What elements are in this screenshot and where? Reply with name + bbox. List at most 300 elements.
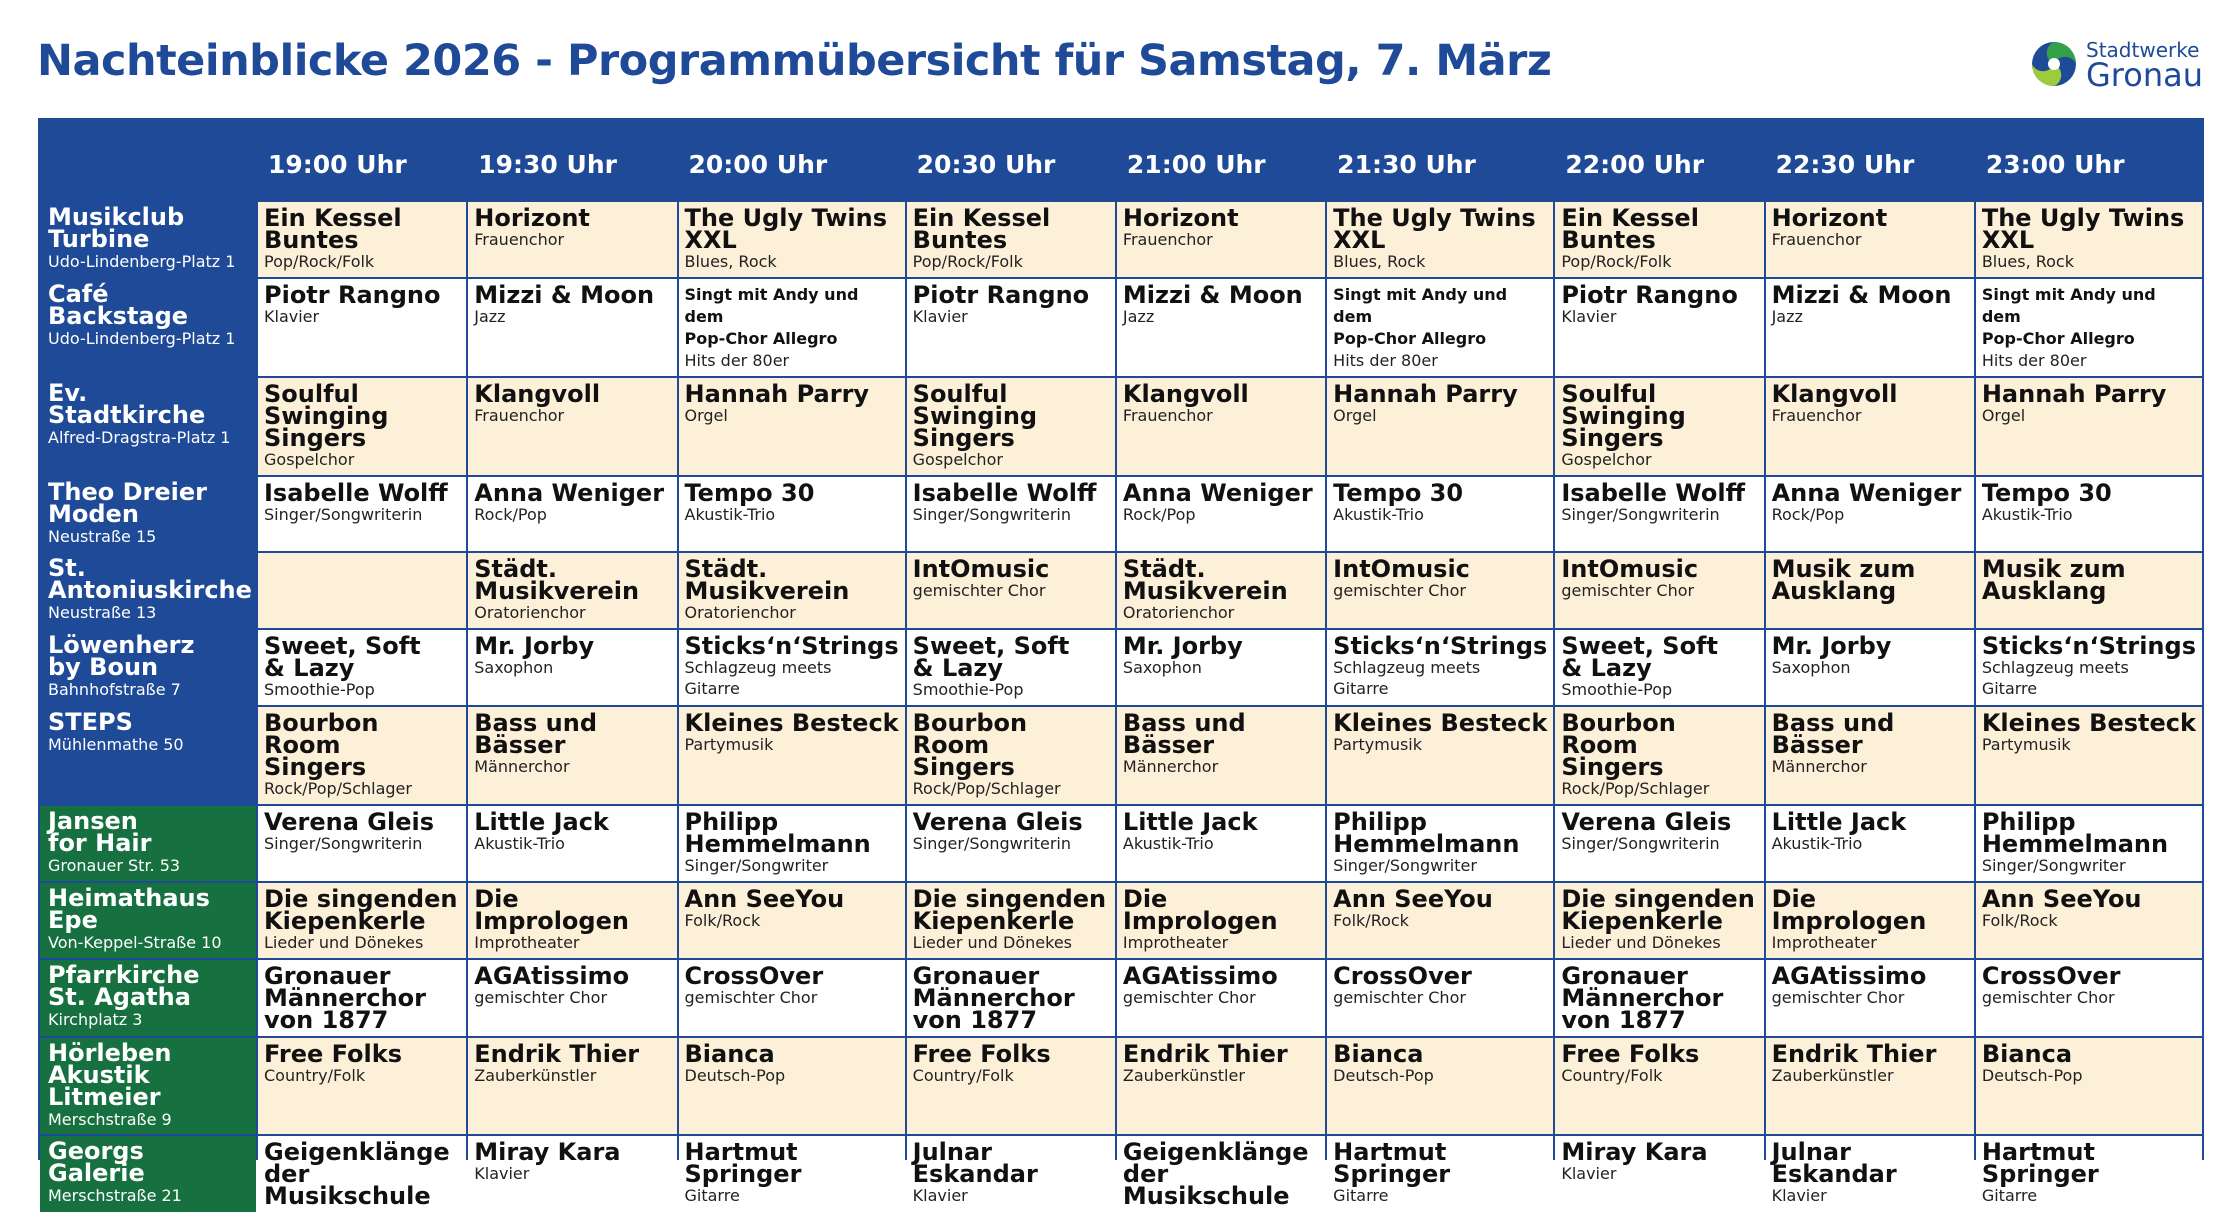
venue-cell <box>40 279 256 376</box>
artist-name: AGAtissimo <box>1771 962 1927 990</box>
artist-name: Endrik Thier <box>474 1040 640 1068</box>
genre-label: Rock/Pop/Schlager <box>1561 779 1710 798</box>
artist-name: Ann SeeYou <box>1333 885 1493 913</box>
program-cell <box>1976 279 2202 376</box>
artist-name: Die Imprologen <box>1122 885 1278 935</box>
genre-label: Gitarre <box>1981 1186 2038 1205</box>
genre-label: Deutsch-Pop <box>1981 1066 2083 1085</box>
genre-label: Zauberkünstler <box>474 1066 597 1085</box>
program-cell <box>1117 960 1325 1036</box>
artist-name: Miray Kara <box>474 1138 621 1166</box>
artist-name: Little Jack <box>1122 808 1258 836</box>
program-cell <box>1976 707 2202 804</box>
artist-name: Mr. Jorby <box>1771 632 1892 660</box>
program-cell <box>1117 202 1325 277</box>
program-cell <box>258 1136 466 1212</box>
venue-name: Pfarrkirche St. Agatha <box>48 961 200 1011</box>
program-cell <box>907 707 1115 804</box>
artist-name: Endrik Thier <box>1771 1040 1937 1068</box>
program-cell <box>258 1038 466 1134</box>
genre-label: Jazz <box>474 307 506 326</box>
program-cell <box>907 553 1115 628</box>
program-cell <box>1766 202 1974 277</box>
artist-name: Die singenden Kiepenkerle <box>1561 885 1755 935</box>
genre-label: Hits der 80er <box>684 351 790 370</box>
program-cell <box>1327 806 1553 881</box>
venue-name: Löwenherz by Boun <box>48 631 195 681</box>
program-cell <box>1976 960 2202 1036</box>
artist-name: Philipp Hemmelmann <box>1333 808 1520 858</box>
program-cell <box>1117 630 1325 705</box>
artist-name: Klangvoll <box>1771 380 1898 408</box>
program-cell <box>468 1038 676 1134</box>
genre-label: Akustik-Trio <box>474 834 565 853</box>
program-cell <box>1976 883 2202 958</box>
program-cell <box>1555 477 1763 551</box>
venue-name: Café Backstage <box>48 280 189 330</box>
genre-label: Frauenchor <box>1122 230 1213 249</box>
artist-name: Singt mit Andy und dem Pop-Chor Allegro <box>1981 285 2156 348</box>
program-cell <box>1555 630 1763 705</box>
artist-name: Verena Gleis <box>264 808 435 836</box>
genre-label: Singer/Songwriterin <box>912 505 1071 524</box>
program-cell <box>679 630 905 705</box>
time-header: 19:00 Uhr <box>258 120 466 200</box>
artist-name: Singt mit Andy und dem Pop-Chor Allegro <box>1333 285 1508 348</box>
genre-label: Klavier <box>912 1186 968 1205</box>
program-cell <box>1766 630 1974 705</box>
artist-name: IntOmusic <box>912 555 1050 583</box>
program-cell <box>1976 477 2202 551</box>
artist-name: Free Folks <box>912 1040 1051 1068</box>
program-cell <box>907 1038 1115 1134</box>
artist-name: Hartmut Springer <box>1333 1138 1451 1188</box>
program-cell <box>907 960 1115 1036</box>
venue-name: Hörleben Akustik Litmeier <box>48 1039 172 1111</box>
artist-name: Gronauer Männerchor von 1877 <box>1561 962 1724 1034</box>
program-cell <box>258 806 466 881</box>
time-header: 20:30 Uhr <box>907 120 1115 200</box>
artist-name: Sticks‘n‘Strings <box>1333 632 1548 660</box>
artist-name: Gronauer Männerchor von 1877 <box>912 962 1075 1034</box>
genre-label: Gospelchor <box>264 450 355 469</box>
time-header: 21:00 Uhr <box>1117 120 1325 200</box>
artist-name: Soulful Swinging Singers <box>1561 380 1686 452</box>
program-cell <box>1327 960 1553 1036</box>
program-cell <box>1117 378 1325 475</box>
genre-label: Oratorienchor <box>684 603 796 622</box>
program-cell <box>468 279 676 376</box>
genre-label: Folk/Rock <box>1981 911 2058 930</box>
artist-name: Julnar Eskandar <box>912 1138 1038 1188</box>
artist-name: CrossOver <box>1981 962 2121 990</box>
program-cell <box>679 553 905 628</box>
genre-label: Rock/Pop/Schlager <box>912 779 1061 798</box>
program-cell <box>1976 630 2202 705</box>
genre-label: Deutsch-Pop <box>1333 1066 1434 1085</box>
artist-name: Verena Gleis <box>1561 808 1732 836</box>
artist-name: Horizont <box>1771 204 1888 232</box>
artist-name: Julnar Eskandar <box>1771 1138 1897 1188</box>
venue-name: Heimathaus Epe <box>48 884 210 934</box>
program-cell <box>1327 1136 1553 1212</box>
time-header: 22:30 Uhr <box>1766 120 1974 200</box>
venue-address: Bahnhofstraße 7 <box>48 680 181 699</box>
program-cell <box>907 378 1115 475</box>
artist-name: Sticks‘n‘Strings <box>1981 632 2196 660</box>
program-cell <box>468 202 676 277</box>
program-cell <box>258 477 466 551</box>
program-cell <box>1555 378 1763 475</box>
artist-name: The Ugly Twins XXL <box>684 204 887 254</box>
genre-label: Akustik-Trio <box>1981 505 2073 524</box>
artist-name: Kleines Besteck <box>684 709 899 737</box>
artist-name: Die singenden Kiepenkerle <box>912 885 1107 935</box>
artist-name: Tempo 30 <box>684 479 815 507</box>
artist-name: Piotr Rangno <box>264 281 441 309</box>
artist-name: Mizzi & Moon <box>1771 281 1952 309</box>
genre-label: Singer/Songwriterin <box>912 834 1071 853</box>
venue-cell <box>40 378 256 475</box>
genre-label: Lieder und Dönekes <box>1561 933 1721 952</box>
logo-line1: Stadtwerke <box>2086 38 2200 62</box>
artist-name: Kleines Besteck <box>1333 709 1548 737</box>
venue-cell <box>40 883 256 958</box>
artist-name: Singt mit Andy und dem Pop-Chor Allegro <box>684 285 859 348</box>
genre-label: Oratorienchor <box>1122 603 1235 622</box>
venue-cell <box>40 806 256 881</box>
genre-label: Rock/Pop <box>1122 505 1196 524</box>
genre-label: Folk/Rock <box>684 911 761 930</box>
artist-name: Piotr Rangno <box>912 281 1090 309</box>
venue-cell <box>40 1038 256 1134</box>
venue-name: STEPS <box>48 708 133 736</box>
artist-name: Geigenklänge der Musikschule <box>264 1138 450 1210</box>
artist-name: Musik zum Ausklang <box>1771 555 1916 605</box>
genre-label: Frauenchor <box>1771 230 1862 249</box>
program-cell <box>1555 707 1763 804</box>
artist-name: Endrik Thier <box>1122 1040 1288 1068</box>
genre-label: Hits der 80er <box>1333 351 1438 370</box>
artist-name: Tempo 30 <box>1333 479 1464 507</box>
genre-label: gemischter Chor <box>912 581 1046 600</box>
artist-name: Sweet, Soft & Lazy <box>264 632 421 682</box>
artist-name: Soulful Swinging Singers <box>912 380 1038 452</box>
program-cell <box>1766 1038 1974 1134</box>
artist-name: Klangvoll <box>474 380 601 408</box>
artist-name: Hartmut Springer <box>1981 1138 2099 1188</box>
artist-name: AGAtissimo <box>1122 962 1278 990</box>
program-cell <box>1327 707 1553 804</box>
genre-label: Singer/Songwriter <box>1333 856 1477 875</box>
artist-name: Bianca <box>684 1040 775 1068</box>
genre-label: gemischter Chor <box>1122 988 1256 1007</box>
genre-label: Partymusik <box>684 735 774 754</box>
venue-name: Georgs Galerie <box>48 1137 145 1187</box>
time-header: 20:00 Uhr <box>679 120 905 200</box>
program-cell <box>907 1136 1115 1212</box>
artist-name: Hartmut Springer <box>684 1138 802 1188</box>
program-cell <box>679 806 905 881</box>
venue-cell <box>40 707 256 804</box>
program-cell <box>1766 378 1974 475</box>
program-cell <box>1327 378 1553 475</box>
venue-name: Ev. Stadtkirche <box>48 379 206 429</box>
genre-label: Gitarre <box>684 1186 740 1205</box>
artist-name: Sticks‘n‘Strings <box>684 632 899 660</box>
genre-label: Country/Folk <box>264 1066 366 1085</box>
artist-name: Miray Kara <box>1561 1138 1708 1166</box>
program-cell <box>1976 553 2202 628</box>
artist-name: Philipp Hemmelmann <box>684 808 871 858</box>
program-cell <box>1117 279 1325 376</box>
artist-name: CrossOver <box>684 962 824 990</box>
program-table <box>38 118 2204 1210</box>
artist-name: Isabelle Wolff <box>1561 479 1746 507</box>
artist-name: The Ugly Twins XXL <box>1333 204 1536 254</box>
genre-label: gemischter Chor <box>1333 581 1466 600</box>
artist-name: Free Folks <box>264 1040 402 1068</box>
venue-cell <box>40 202 256 277</box>
genre-label: Schlagzeug meets Gitarre <box>1333 658 1481 698</box>
venue-address: Udo-Lindenberg-Platz 1 <box>48 252 236 271</box>
artist-name: Tempo 30 <box>1981 479 2112 507</box>
artist-name: Städt. Musikverein <box>1122 555 1288 605</box>
genre-label: Singer/Songwriter <box>684 856 829 875</box>
genre-label: Schlagzeug meets Gitarre <box>1981 658 2129 698</box>
genre-label: Klavier <box>1561 1164 1617 1183</box>
genre-label: Singer/Songwriter <box>1981 856 2126 875</box>
artist-name: Bourbon Room Singers <box>1561 709 1676 781</box>
artist-name: Hannah Parry <box>1981 380 2167 408</box>
genre-label: Klavier <box>264 307 320 326</box>
genre-label: Folk/Rock <box>1333 911 1409 930</box>
artist-name: Gronauer Männerchor von 1877 <box>264 962 426 1034</box>
program-cell <box>1555 202 1763 277</box>
genre-label: Zauberkünstler <box>1122 1066 1245 1085</box>
artist-name: Mizzi & Moon <box>1122 281 1303 309</box>
genre-label: Country/Folk <box>912 1066 1014 1085</box>
genre-label: Klavier <box>912 307 968 326</box>
artist-name: Piotr Rangno <box>1561 281 1738 309</box>
time-header: 21:30 Uhr <box>1327 120 1553 200</box>
program-cell <box>258 202 466 277</box>
program-cell <box>468 630 676 705</box>
venue-address: Neustraße 13 <box>48 603 157 622</box>
genre-label: Orgel <box>1981 406 2026 425</box>
artist-name: Kleines Besteck <box>1981 709 2196 737</box>
venue-name: St. Antoniuskirche <box>48 554 252 604</box>
program-cell <box>679 1038 905 1134</box>
program-cell <box>468 806 676 881</box>
genre-label: Männerchor <box>1122 757 1219 776</box>
artist-name: Die singenden Kiepenkerle <box>264 885 458 935</box>
artist-name: Ann SeeYou <box>684 885 845 913</box>
genre-label: Rock/Pop <box>1771 505 1845 524</box>
stadtwerke-logo <box>2030 36 2226 92</box>
program-cell <box>1117 883 1325 958</box>
program-cell <box>907 279 1115 376</box>
program-cell <box>1976 378 2202 475</box>
program-cell <box>1555 553 1763 628</box>
program-cell <box>1555 1136 1763 1212</box>
artist-name: Sweet, Soft & Lazy <box>1561 632 1718 682</box>
venue-address: Gronauer Str. 53 <box>48 856 181 875</box>
genre-label: Blues, Rock <box>1333 252 1426 271</box>
artist-name: Mr. Jorby <box>474 632 595 660</box>
artist-name: Philipp Hemmelmann <box>1981 808 2169 858</box>
program-cell <box>1976 1136 2202 1212</box>
venue-address: Alfred-Dragstra-Platz 1 <box>48 428 231 447</box>
program-cell <box>1117 806 1325 881</box>
artist-name: Städt. Musikverein <box>474 555 640 605</box>
genre-label: Akustik-Trio <box>1122 834 1214 853</box>
program-cell <box>1555 883 1763 958</box>
venue-address: Udo-Lindenberg-Platz 1 <box>48 329 236 348</box>
genre-label: Improtheater <box>1771 933 1877 952</box>
program-cell <box>1327 477 1553 551</box>
program-cell <box>1117 707 1325 804</box>
program-cell <box>1976 1038 2202 1134</box>
genre-label: Pop/Rock/Folk <box>264 252 375 271</box>
genre-label: Rock/Pop <box>474 505 547 524</box>
artist-name: Isabelle Wolff <box>264 479 448 507</box>
program-cell <box>679 378 905 475</box>
program-cell <box>468 1136 676 1212</box>
genre-label: Lieder und Dönekes <box>264 933 424 952</box>
genre-label: Orgel <box>1333 406 1377 425</box>
genre-label: Singer/Songwriterin <box>264 834 423 853</box>
logo-line2: Gronau <box>2086 56 2203 94</box>
genre-label: Gitarre <box>1333 1186 1389 1205</box>
program-cell <box>679 202 905 277</box>
program-cell <box>1327 202 1553 277</box>
artist-name: Die Imprologen <box>474 885 629 935</box>
artist-name: CrossOver <box>1333 962 1472 990</box>
genre-label: Saxophon <box>1122 658 1202 677</box>
program-cell <box>907 477 1115 551</box>
genre-label: gemischter Chor <box>1561 581 1695 600</box>
program-cell <box>1327 883 1553 958</box>
genre-label: Deutsch-Pop <box>684 1066 786 1085</box>
genre-label: gemischter Chor <box>1981 988 2115 1007</box>
artist-name: Ein Kessel Buntes <box>912 204 1051 254</box>
genre-label: Partymusik <box>1981 735 2071 754</box>
program-cell <box>258 960 466 1036</box>
venue-address: Von-Keppel-Straße 10 <box>48 933 222 952</box>
venue-name: Jansen for Hair <box>48 807 152 857</box>
time-header: 22:00 Uhr <box>1555 120 1763 200</box>
genre-label: Improtheater <box>474 933 580 952</box>
program-cell <box>679 1136 905 1212</box>
genre-label: Klavier <box>474 1164 530 1183</box>
program-cell <box>1327 1038 1553 1134</box>
artist-name: Bass und Bässer <box>1771 709 1895 759</box>
program-cell <box>679 883 905 958</box>
venue-cell <box>40 960 256 1036</box>
program-cell <box>1766 806 1974 881</box>
program-cell <box>1555 806 1763 881</box>
venue-address: Kirchplatz 3 <box>48 1010 143 1029</box>
program-cell <box>1766 1136 1974 1212</box>
genre-label: Saxophon <box>474 658 554 677</box>
genre-label: Schlagzeug meets Gitarre <box>684 658 832 698</box>
genre-label: Blues, Rock <box>1981 252 2074 271</box>
program-cell <box>468 553 676 628</box>
program-cell <box>468 378 676 475</box>
program-cell <box>679 707 905 804</box>
genre-label: Akustik-Trio <box>684 505 776 524</box>
artist-name: IntOmusic <box>1561 555 1699 583</box>
genre-label: Klavier <box>1771 1186 1827 1205</box>
program-cell <box>1555 1038 1763 1134</box>
artist-name: Little Jack <box>474 808 609 836</box>
artist-name: Soulful Swinging Singers <box>264 380 389 452</box>
genre-label: Akustik-Trio <box>1771 834 1863 853</box>
time-header: 23:00 Uhr <box>1976 120 2202 200</box>
program-cell <box>679 960 905 1036</box>
program-cell <box>1976 202 2202 277</box>
artist-name: Anna Weniger <box>1122 479 1313 507</box>
genre-label: Oratorienchor <box>474 603 586 622</box>
artist-name: Klangvoll <box>1122 380 1249 408</box>
program-cell <box>907 202 1115 277</box>
program-cell <box>258 279 466 376</box>
artist-name: Mr. Jorby <box>1122 632 1243 660</box>
genre-label: Männerchor <box>474 757 570 776</box>
genre-label: Rock/Pop/Schlager <box>264 779 412 798</box>
venue-address: Mühlenmathe 50 <box>48 735 184 754</box>
genre-label: Jazz <box>1122 307 1155 326</box>
artist-name: Isabelle Wolff <box>912 479 1097 507</box>
program-cell <box>1117 477 1325 551</box>
artist-name: Städt. Musikverein <box>684 555 850 605</box>
genre-label: Pop/Rock/Folk <box>912 252 1023 271</box>
program-cell <box>258 883 466 958</box>
program-cell <box>1117 553 1325 628</box>
genre-label: gemischter Chor <box>474 988 608 1007</box>
program-cell <box>1555 960 1763 1036</box>
program-cell <box>1766 960 1974 1036</box>
program-cell <box>468 707 676 804</box>
program-cell <box>1766 477 1974 551</box>
genre-label: Frauenchor <box>474 230 565 249</box>
program-cell <box>258 378 466 475</box>
program-cell <box>679 477 905 551</box>
logo-swirl-icon <box>2030 40 2078 88</box>
program-cell <box>1766 883 1974 958</box>
time-header: 19:30 Uhr <box>468 120 676 200</box>
genre-label: Frauenchor <box>1122 406 1213 425</box>
program-cell <box>258 707 466 804</box>
genre-label: Smoothie-Pop <box>1561 680 1673 699</box>
artist-name: Musik zum Ausklang <box>1981 555 2126 605</box>
artist-name: Horizont <box>474 204 590 232</box>
artist-name: Little Jack <box>1771 808 1907 836</box>
genre-label: Jazz <box>1771 307 1803 326</box>
genre-label: Singer/Songwriterin <box>1561 834 1720 853</box>
artist-name: Ann SeeYou <box>1981 885 2142 913</box>
program-cell <box>1117 1136 1325 1212</box>
program-cell <box>679 279 905 376</box>
program-cell <box>1327 553 1553 628</box>
genre-label: Gospelchor <box>1561 450 1652 469</box>
artist-name: AGAtissimo <box>474 962 630 990</box>
genre-label: Akustik-Trio <box>1333 505 1424 524</box>
venue-cell <box>40 553 256 628</box>
genre-label: Singer/Songwriterin <box>264 505 423 524</box>
genre-label: Smoothie-Pop <box>264 680 375 699</box>
